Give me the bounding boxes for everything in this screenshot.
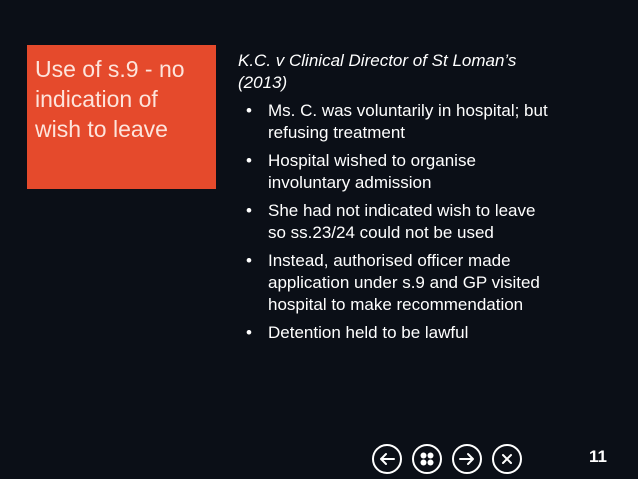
- arrow-right-icon: [459, 452, 475, 466]
- bullet-text-line: hospital to make recommendation: [268, 295, 524, 314]
- bullet-list: [238, 100, 613, 344]
- bullet-text-line: She had not indicated wish to leave: [268, 201, 536, 220]
- bullet-item: [238, 200, 613, 244]
- bullet-text-line: so ss.23/24 could not be used: [268, 223, 494, 242]
- bullet-text-line: Detention held to be lawful: [268, 323, 469, 342]
- bullet-item: [238, 100, 613, 144]
- bullet-item: [238, 150, 613, 194]
- bullet-glyph: •: [246, 323, 252, 342]
- arrow-left-icon: [379, 452, 395, 466]
- close-icon: [501, 453, 513, 465]
- bullet-glyph: •: [246, 101, 252, 120]
- case-citation-line: K.C. v Clinical Director of St Loman’s: [238, 51, 517, 70]
- previous-slide-button[interactable]: [372, 444, 402, 474]
- page-number: 11: [589, 447, 607, 466]
- bullet-glyph: •: [246, 251, 252, 270]
- bullet-text-line: application under s.9 and GP visited: [268, 273, 540, 292]
- bullet-text-line: refusing treatment: [268, 123, 406, 142]
- case-citation: [238, 50, 613, 94]
- overview-grid-button[interactable]: [412, 444, 442, 474]
- slide-title-line: indication of: [35, 86, 158, 112]
- next-slide-button[interactable]: [452, 444, 482, 474]
- close-presentation-button[interactable]: [492, 444, 522, 474]
- bullet-text-line: Ms. C. was voluntarily in hospital; but: [268, 101, 548, 120]
- slide-title-box: [27, 45, 216, 189]
- case-citation-line: (2013): [238, 73, 288, 92]
- bullet-text-line: involuntary admission: [268, 173, 432, 192]
- bullet-glyph: •: [246, 201, 252, 220]
- bullet-item: [238, 322, 613, 344]
- slide-title-line: wish to leave: [35, 116, 168, 142]
- grid-icon: [419, 451, 435, 467]
- slide-title-line: Use of s.9 - no: [35, 56, 185, 82]
- bullet-text-line: Hospital wished to organise: [268, 151, 476, 170]
- bullet-glyph: •: [246, 151, 252, 170]
- slide-content: [238, 50, 613, 350]
- bullet-item: [238, 250, 613, 316]
- bullet-text-line: Instead, authorised officer made: [268, 251, 511, 270]
- slide-navigation: [372, 442, 522, 476]
